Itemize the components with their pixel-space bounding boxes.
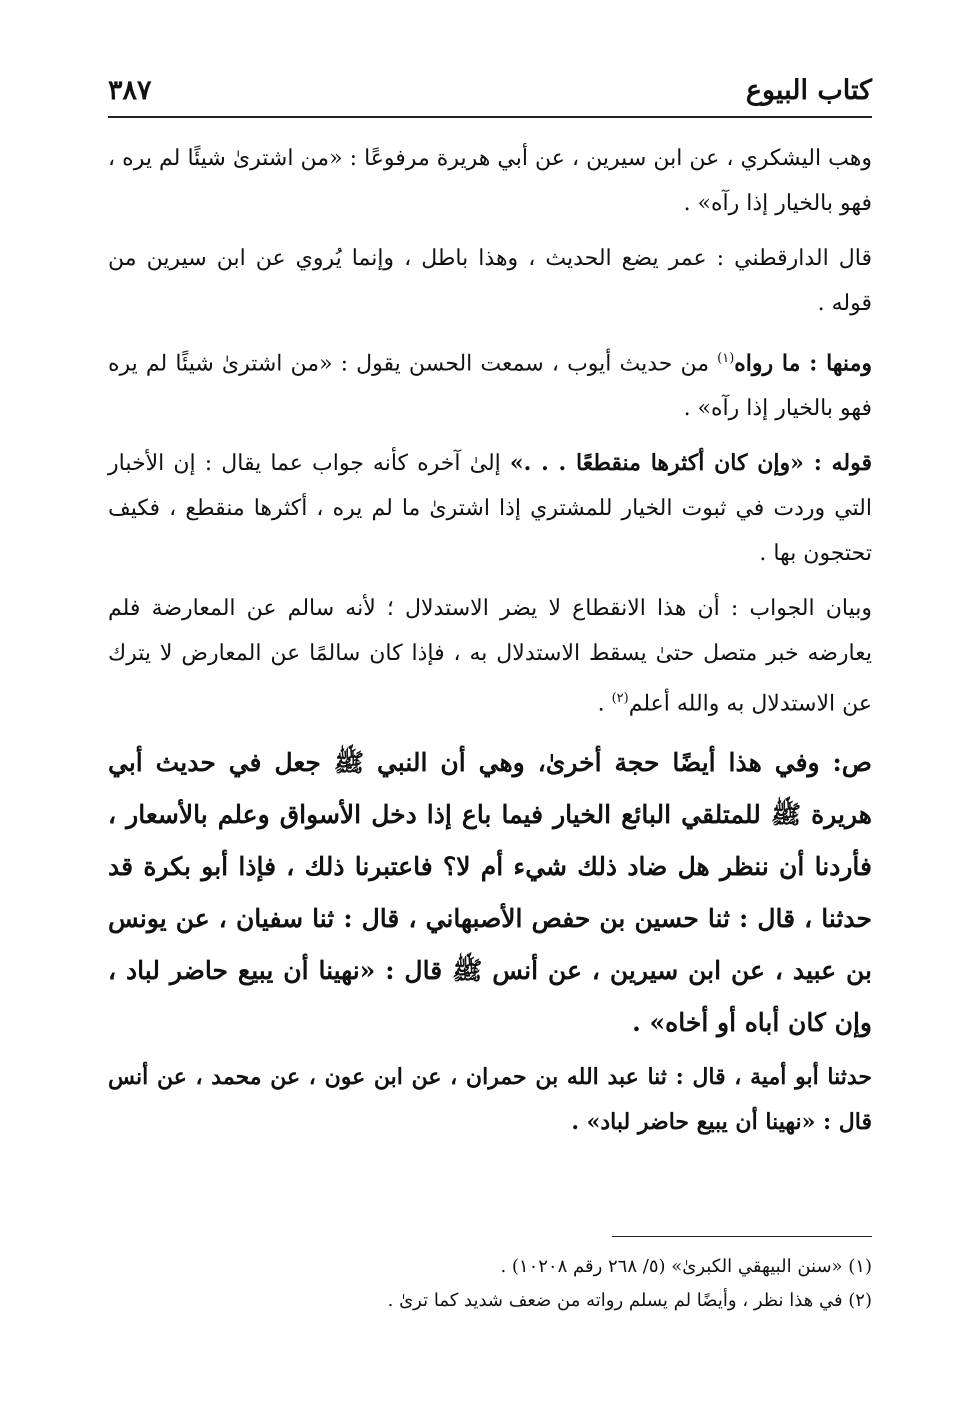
matn-text: وفي هذا أيضًا حجة أخرىٰ، وهي أن النبي ﷺ جعل في حديث أبي هريرة ﷺ للمتلقي البائع الخيار فيما باع إذا دخل الأسواق وعلم بالأسعار ، فأردنا أن ننظر هل ضاد ذلك شيء أم لا؟ فاعتبرنا ذلك ، فإذا أبو بكرة قد حدثنا ، قال : ثنا حسين بن حفص الأصبهاني ، قال : ثنا سفيان ، عن يونس بن عبيد ، عن ابن سيرين ، عن أنس ﷺ قال : «نهينا أن يبيع حاضر لباد ، وإن كان أباه أو أخاه» . bbox=[108, 747, 872, 1037]
running-title: كتاب البيوع bbox=[745, 75, 872, 106]
page-header bbox=[108, 58, 872, 106]
matn-text: حدثنا أبو أمية ، قال : ثنا عبد الله بن حمران ، عن ابن عون ، عن محمد ، عن أنس قال : «نهينا أن يبيع حاضر لباد» . bbox=[108, 1063, 872, 1135]
paragraph-tail: . bbox=[597, 691, 612, 717]
paragraph-1 bbox=[108, 136, 872, 226]
matn-paragraph-1 bbox=[108, 737, 872, 1049]
paragraph-text: قال الدارقطني : عمر يضع الحديث ، وهذا باطل ، وإنما يُروي عن ابن سيرين من قوله . bbox=[108, 246, 872, 316]
footnotes bbox=[108, 1250, 872, 1318]
paragraph-text: وبيان الجواب : أن هذا الانقطاع لا يضر الاستدلال ؛ لأنه سالم عن المعارضة فلم يعارضه خبر متصل حتىٰ يسقط الاستدلال به ، فإذا كان سالمًا عن المعارض لا يترك عن الاستدلال به والله أعلم bbox=[108, 596, 872, 717]
paragraph-text: وهب اليشكري ، عن ابن سيرين ، عن أبي هريرة مرفوعًا : «من اشترىٰ شيئًا لم يره ، فهو بالخيار إذا رآه» . bbox=[108, 146, 872, 216]
paragraph-3 bbox=[108, 336, 872, 431]
paragraph-lead: ومنها : ما رواه bbox=[734, 350, 872, 377]
paragraph-5 bbox=[108, 586, 872, 726]
matn-paragraph-2 bbox=[108, 1055, 872, 1145]
page-number: ٣٨٧ bbox=[108, 75, 152, 106]
header-rule bbox=[108, 116, 872, 118]
footnote-rule bbox=[612, 1236, 872, 1237]
paragraph-lead: قوله : «وإن كان أكثرها منقطعًا . . .» bbox=[509, 450, 872, 477]
footnote-2: (٢) في هذا نظر ، وأيضًا لم يسلم رواته من ضعف شديد كما ترىٰ . bbox=[387, 1290, 872, 1311]
paragraph-2 bbox=[108, 236, 872, 326]
main-text bbox=[108, 136, 872, 1155]
matn-lead: ص: bbox=[832, 747, 872, 777]
paragraph-4 bbox=[108, 441, 872, 576]
paragraph-text: إلىٰ آخره كأنه جواب عما يقال : إن الأخبار التي وردت في ثبوت الخيار للمشتري إذا اشترىٰ ما لم يره ، أكثرها منقطع ، فكيف تحتجون بها . bbox=[108, 451, 872, 567]
footnote-ref-2[interactable]: (٢) bbox=[611, 691, 629, 707]
footnote-1: (١) «سنن البيهقي الكبرىٰ» (٥/ ٢٦٨ رقم ١٠٢٠٨) . bbox=[500, 1256, 872, 1277]
paragraph-text: من حديث أيوب ، سمعت الحسن يقول : «من اشترىٰ شيئًا لم يره فهو بالخيار إذا رآه» . bbox=[108, 351, 872, 422]
footnote-ref-1[interactable]: (١) bbox=[717, 351, 735, 366]
